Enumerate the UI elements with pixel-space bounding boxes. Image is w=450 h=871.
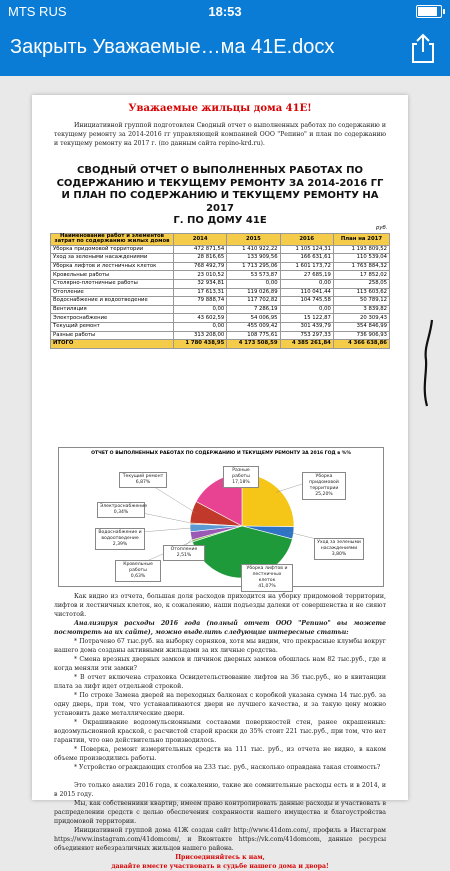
cell: 119 026,89 (227, 288, 280, 297)
slice-label-name: Уборка лифтов и лестничных клеток (246, 566, 288, 583)
cell: 0,00 (280, 305, 333, 314)
slice-label-value: 0,63% (130, 574, 146, 579)
paragraph: Мы, как собственники квартир, имеем право контролировать данные расходы и участвовать в распределении средств с целью обеспечения сохранности нашего имущества и благоустройства придомовой территории. (54, 800, 386, 825)
report-table (50, 225, 390, 349)
cell: 50 789,12 (333, 297, 389, 306)
row-label: Отопление (51, 288, 174, 297)
slice-label-value: 41,07% (258, 584, 276, 589)
table-row (51, 305, 390, 314)
cell: 1 410 922,22 (227, 245, 280, 254)
cell: 0,00 (227, 279, 280, 288)
slice-label (95, 528, 145, 550)
slice-label-name: Водоснабжение и водоотведение (98, 530, 142, 541)
cell: 54 006,95 (227, 314, 280, 323)
table-header: 2014 (174, 233, 227, 245)
slice-label (241, 564, 293, 592)
cell: 1 601 173,72 (280, 262, 333, 271)
cell: 0,00 (280, 279, 333, 288)
cell: 27 685,19 (280, 271, 333, 280)
table-header: 2016 (280, 233, 333, 245)
cell: 753 297,33 (280, 331, 333, 340)
row-label: Вентиляция (51, 305, 174, 314)
table-header: План на 2017 (333, 233, 389, 245)
carrier-label: MTS RUS (8, 4, 67, 19)
cell: 258,05 (333, 279, 389, 288)
row-label: Столярно-плотничные работы (51, 279, 174, 288)
report-title-line: И ПЛАН ПО СОДЕРЖАНИЮ И ТЕКУЩЕМУ РЕМОНТУ НА 2017 (61, 190, 379, 214)
pencil-annotation-mark (418, 318, 440, 408)
table-row (51, 254, 390, 263)
unit-label: руб. (376, 225, 388, 232)
cell: 15 122,87 (280, 314, 333, 323)
slice-label-name: Текущий ремонт (122, 474, 164, 479)
row-label: Водоснабжение и водоотведение (51, 297, 174, 306)
cell: 354 846,99 (333, 322, 389, 331)
slice-label-value: 25,20% (315, 492, 333, 497)
battery-icon (416, 5, 442, 18)
cell: 43 602,59 (174, 314, 227, 323)
paragraph: * Потрачено 67 тыс.руб. на выборку сорняков, хотя мы видим, что прекрасные клумбы вокруг нашего дома созданы активными жильцами за их личные средства. (54, 638, 386, 654)
document-title: Уважаемые жильцы дома 41Е! (128, 103, 312, 114)
table-total-row (51, 340, 390, 349)
close-document-title[interactable]: Закрыть Уважаемые…ма 41Е.docx (10, 36, 335, 58)
pie-chart (58, 447, 384, 587)
slice-label (119, 472, 167, 488)
table-header: 2015 (227, 233, 280, 245)
paragraph: Это только анализ 2016 года, к сожалению, такие же сомнительные расходы есть и в 2014, и в 2015 году. (54, 782, 386, 798)
slice-label-name: Электроснабжение (100, 504, 148, 509)
paragraph: * По строке Замена дверей на переходных балконах с коробкой указана сумма 14 тыс.руб. за одну дверь, при том, что устанавливаются двери не лучшего качества, и за такую цену можно установить даже металлические двери. (54, 692, 386, 717)
paragraph: * Смена врезных дверных замков и личинок дверных замков обошлась нам 82 тыс.руб., где и когда меняли эти замки? (54, 656, 386, 672)
cell: 4 385 261,84 (280, 340, 333, 349)
report-title-line: СОДЕРЖАНИЮ И ТЕКУЩЕМУ РЕМОНТУ ЗА 2014-2016 ГГ (56, 177, 384, 189)
table-row (51, 279, 390, 288)
cell: 1 713 295,06 (227, 262, 280, 271)
row-label: Текущий ремонт (51, 322, 174, 331)
cell: 166 631,61 (280, 254, 333, 263)
cell: 3 839,82 (333, 305, 389, 314)
cell: 28 816,65 (174, 254, 227, 263)
paragraph: Анализируя расходы 2016 года (полный отчет ООО "Репино" вы можете посмотреть на их сайте), можно выделить следующие интересные статьи: (54, 620, 386, 636)
table-row (51, 331, 390, 340)
report-title-line: Г. ПО ДОМУ 41Е (173, 215, 267, 226)
cell: 0,00 (174, 305, 227, 314)
cell: 472 871,54 (174, 245, 227, 254)
slice-label-value: 2,39% (112, 542, 128, 547)
slice-label-value: 2,51% (176, 553, 192, 558)
paragraph: Как видно из отчета, большая доля расходов приходится на уборку придомовой территории, лифтов и лестничных клеток, но, к сожалению, наши подъезды далеки от совершенства и не сияют чистотой. (54, 593, 386, 618)
slice-label-name: Кровельные работы (123, 562, 153, 573)
slice-label-name: Разные работы (232, 468, 250, 479)
cell: 1 105 124,31 (280, 245, 333, 254)
cell: 108 775,61 (227, 331, 280, 340)
cell: 301 439,79 (280, 322, 333, 331)
cell: 736 906,93 (333, 331, 389, 340)
paragraph: * В отчет включена страховка Освидетельствование лифтов на 36 тыс.руб., но в квитанции плата за лифт идет отдельной строкой. (54, 674, 386, 690)
slice-label-value: 0,34% (113, 510, 129, 515)
slice-label (223, 466, 259, 488)
row-label: Электроснабжение (51, 314, 174, 323)
table-row (51, 314, 390, 323)
table-row (51, 262, 390, 271)
share-icon[interactable] (408, 32, 438, 64)
table-header: Наименование работ и элементов затрат по содержанию жилых домов (51, 233, 174, 245)
row-label: Кровельные работы (51, 271, 174, 280)
slice-label (163, 545, 205, 561)
table-row (51, 322, 390, 331)
table-row (51, 245, 390, 254)
paragraph: Инициативной группой дома 41Ж создан сайт http://www.41dom.com/, профиль в Инстаграм https://www.instagram.com/41domcom/, и Вконтакте https://vk.com/41domcom, данные ресурсы объединяют небезразличных жильцов нашего района. (54, 827, 386, 852)
slice-label-name: Отопление (170, 547, 198, 552)
row-label: Уборка лифтов и лестничных клеток (51, 262, 174, 271)
row-label: Уход за зелеными насаждениями (51, 254, 174, 263)
table-row (51, 297, 390, 306)
paragraph: * Окрашивание водоэмульсионными составами поверхностей стен, ранее окрашенных: водоэмульсионной краской, с расчистой старой краски до 35% стоит 221 тыс.руб., при том, что нет гарантии, что оно действительно производилось. (54, 719, 386, 744)
document-page[interactable] (32, 95, 408, 870)
chart-title: ОТЧЕТ О ВЫПОЛНЕННЫХ РАБОТАХ ПО СОДЕРЖАНИЮ И ТЕКУЩЕМУ РЕМОНТУ ЗА 2016 ГОД в %% (91, 451, 351, 456)
slice-label-value: 3,80% (331, 552, 347, 557)
cell: 110 539,04 (333, 254, 389, 263)
slice-label (97, 502, 148, 518)
closing-line: давайте вместе участвовать в судьбе нашего дома и двора! (111, 863, 329, 870)
row-label: Уборка придомовой территории (51, 245, 174, 254)
cell: 79 888,74 (174, 297, 227, 306)
cell: 4 366 638,86 (333, 340, 389, 349)
table-row (51, 271, 390, 280)
cell: 113 603,62 (333, 288, 389, 297)
cell: 7 286,19 (227, 305, 280, 314)
intro-paragraph: Инициативной группой подготовлен Сводный отчет о выполненных работах по содержанию и текущему ремонту за 2014-2016 гг управляющей компанией ООО "Репино" и план по содержанию и текущему ремонту на 2017 г. (по данным сайта repino-krd.ru). (54, 122, 386, 147)
slice-label (115, 560, 161, 582)
cell: 455 009,42 (227, 322, 280, 331)
slice-label (302, 472, 346, 500)
cell: 0,00 (174, 322, 227, 331)
slice-label-value: 6,87% (135, 480, 151, 485)
report-title (52, 165, 388, 228)
row-label: Разные работы (51, 331, 174, 340)
cell: 104 745,58 (280, 297, 333, 306)
cell: 53 573,87 (227, 271, 280, 280)
slice-label-name: Уход за зелеными насаждениями (317, 540, 361, 551)
cell: 110 041,44 (280, 288, 333, 297)
slice-label-value: 17,18% (232, 480, 250, 485)
cell: 313 208,00 (174, 331, 227, 340)
cell: 1 780 438,95 (174, 340, 227, 349)
total-label: ИТОГО (51, 340, 174, 349)
cell: 32 934,81 (174, 279, 227, 288)
table-row (51, 288, 390, 297)
document-toolbar (0, 22, 450, 76)
cell: 20 309,43 (333, 314, 389, 323)
paragraph: * Устройство ограждающих столбов на 233 тыс. руб., насколько оправдана такая стоимость? (74, 764, 381, 771)
cell: 17 852,02 (333, 271, 389, 280)
slice-label (314, 538, 364, 560)
report-title-line: СВОДНЫЙ ОТЧЕТ О ВЫПОЛНЕННЫХ РАБОТАХ ПО (77, 165, 363, 176)
paragraph: * Поверка, ремонт измерительных средств на 111 тыс. руб., из отчета не видно, в каком объеме производились работы. (54, 746, 386, 762)
cell: 768 492,79 (174, 262, 227, 271)
cell: 1 193 809,52 (333, 245, 389, 254)
cell: 133 909,56 (227, 254, 280, 263)
cell: 23 010,52 (174, 271, 227, 280)
closing-line: Присоединяйтесь к нам, (175, 854, 265, 861)
cell: 17 613,31 (174, 288, 227, 297)
clock: 18:53 (208, 4, 242, 19)
cell: 117 702,82 (227, 297, 280, 306)
cell: 1 763 884,32 (333, 262, 389, 271)
slice-label-name: Уборка придомовой территории (309, 474, 339, 491)
cell: 4 173 508,59 (227, 340, 280, 349)
status-bar (0, 0, 450, 22)
